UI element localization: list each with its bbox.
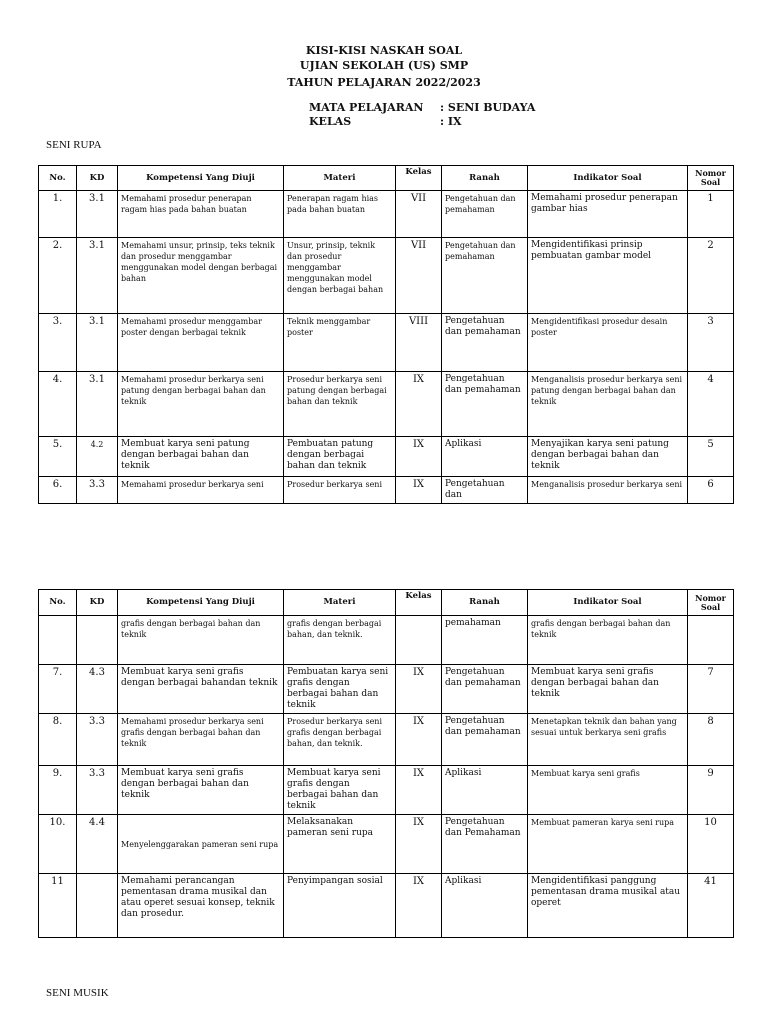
cell-kompetensi: Memahami perancangan pementasan drama musikal dan atau operet sesuai konsep, teknik dan prosedur. bbox=[118, 874, 284, 938]
cell-materi: Melaksanakan pameran seni rupa bbox=[284, 815, 396, 874]
cell-materi: Teknik menggambar poster bbox=[284, 314, 396, 372]
cell-no: 11 bbox=[39, 874, 77, 938]
cell-indikator: Membuat karya seni grafis dengan berbagai bahan dan teknik bbox=[528, 665, 688, 714]
col-header-kd: KD bbox=[77, 590, 118, 616]
col-header-ranah: Ranah bbox=[442, 590, 528, 616]
section-seni-musik: SENI MUSIK bbox=[46, 987, 109, 999]
col-header-materi: Materi bbox=[284, 590, 396, 616]
cell-kelas: IX bbox=[396, 437, 442, 477]
cell-kd bbox=[77, 874, 118, 938]
cell-no: 6. bbox=[39, 477, 77, 504]
cell-nomor bbox=[688, 616, 734, 665]
cell-kd: 3.1 bbox=[77, 238, 118, 314]
table-header-row bbox=[39, 590, 734, 616]
cell-kelas: IX bbox=[396, 874, 442, 938]
table-row bbox=[39, 314, 734, 372]
cell-kd: 3.1 bbox=[77, 191, 118, 238]
cell-ranah: Pengetahuan dan pemahaman bbox=[442, 191, 528, 238]
col-header-kelas: Kelas bbox=[396, 166, 442, 191]
cell-ranah: Pengetahuan dan pemahaman bbox=[442, 665, 528, 714]
table-row bbox=[39, 477, 734, 504]
doc-title-line2: UJIAN SEKOLAH (US) SMP bbox=[299, 59, 469, 72]
cell-kompetensi: Membuat karya seni grafis dengan berbagai bahandan teknik bbox=[118, 665, 284, 714]
cell-kompetensi: Membuat karya seni patung dengan berbagai bahan dan teknik bbox=[118, 437, 284, 477]
cell-nomor: 5 bbox=[688, 437, 734, 477]
col-header-materi: Materi bbox=[284, 166, 396, 191]
cell-kompetensi: Memahami prosedur berkarya seni grafis dengan berbagai bahan dan teknik bbox=[118, 714, 284, 766]
cell-kompetensi: Memahami prosedur berkarya seni patung dengan berbagai bahan dan teknik bbox=[118, 372, 284, 437]
col-header-kd: KD bbox=[77, 166, 118, 191]
subject-value: : SENI BUDAYA bbox=[440, 101, 536, 114]
kisi-table-2 bbox=[38, 589, 734, 938]
cell-kompetensi: Memahami prosedur berkarya seni bbox=[118, 477, 284, 504]
cell-indikator: Membuat pameran karya seni rupa bbox=[528, 815, 688, 874]
doc-title-line1: KISI-KISI NASKAH SOAL bbox=[305, 44, 463, 57]
cell-materi: Prosedur berkarya seni grafis dengan berbagai bahan, dan teknik. bbox=[284, 714, 396, 766]
cell-kd: 3.1 bbox=[77, 314, 118, 372]
cell-nomor: 41 bbox=[688, 874, 734, 938]
subject-label: MATA PELAJARAN bbox=[309, 101, 424, 114]
cell-kompetensi: Menyelenggarakan pameran seni rupa bbox=[118, 815, 284, 874]
cell-materi: grafis dengan berbagai bahan, dan teknik. bbox=[284, 616, 396, 665]
col-header-nomor: Nomor Soal bbox=[688, 590, 734, 616]
cell-indikator: Menetapkan teknik dan bahan yang sesuai untuk berkarya seni grafis bbox=[528, 714, 688, 766]
cell-kelas: IX bbox=[396, 815, 442, 874]
cell-materi: Pembuatan patung dengan berbagai bahan dan teknik bbox=[284, 437, 396, 477]
table-row bbox=[39, 665, 734, 714]
table-row bbox=[39, 874, 734, 938]
cell-nomor: 8 bbox=[688, 714, 734, 766]
cell-kompetensi: Memahami prosedur menggambar poster dengan berbagai teknik bbox=[118, 314, 284, 372]
cell-kompetensi: grafis dengan berbagai bahan dan teknik bbox=[118, 616, 284, 665]
cell-kd: 3.3 bbox=[77, 477, 118, 504]
cell-kd: 4.4 bbox=[77, 815, 118, 874]
table-row bbox=[39, 191, 734, 238]
cell-indikator: Memahami prosedur penerapan gambar hias bbox=[528, 191, 688, 238]
cell-indikator: Menganalisis prosedur berkarya seni patung dengan berbagai bahan dan teknik bbox=[528, 372, 688, 437]
table-row bbox=[39, 238, 734, 314]
cell-indikator: Mengidentifikasi panggung pementasan drama musikal atau operet bbox=[528, 874, 688, 938]
cell-kompetensi: Membuat karya seni grafis dengan berbagai bahan dan teknik bbox=[118, 766, 284, 815]
doc-title-line3: TAHUN PELAJARAN 2022/2023 bbox=[287, 76, 481, 89]
cell-materi: Prosedur berkarya seni patung dengan berbagai bahan dan teknik bbox=[284, 372, 396, 437]
table-row bbox=[39, 714, 734, 766]
cell-ranah: Aplikasi bbox=[442, 874, 528, 938]
cell-kelas bbox=[396, 616, 442, 665]
class-value: : IX bbox=[440, 115, 462, 128]
cell-kelas: IX bbox=[396, 372, 442, 437]
cell-materi: Prosedur berkarya seni bbox=[284, 477, 396, 504]
cell-indikator: Mengidentifikasi prinsip pembuatan gambar model bbox=[528, 238, 688, 314]
cell-ranah: Aplikasi bbox=[442, 766, 528, 815]
cell-materi: Pembuatan karya seni grafis dengan berbagai bahan dan teknik bbox=[284, 665, 396, 714]
col-header-no: No. bbox=[39, 590, 77, 616]
cell-kelas: VIII bbox=[396, 314, 442, 372]
cell-kd bbox=[77, 616, 118, 665]
section-seni-rupa: SENI RUPA bbox=[46, 139, 102, 151]
table-row bbox=[39, 815, 734, 874]
cell-indikator: Membuat karya seni grafis bbox=[528, 766, 688, 815]
cell-kompetensi: Memahami prosedur penerapan ragam hias pada bahan buatan bbox=[118, 191, 284, 238]
cell-ranah: Pengetahuan dan pemahaman bbox=[442, 314, 528, 372]
cell-kelas: IX bbox=[396, 714, 442, 766]
cell-ranah: Pengetahuan dan pemahaman bbox=[442, 238, 528, 314]
cell-ranah: Pengetahuan dan pemahaman bbox=[442, 714, 528, 766]
table-row bbox=[39, 766, 734, 815]
col-header-kompetensi: Kompetensi Yang Diuji bbox=[118, 590, 284, 616]
cell-no: 2. bbox=[39, 238, 77, 314]
cell-nomor: 7 bbox=[688, 665, 734, 714]
col-header-nomor: Nomor Soal bbox=[688, 166, 734, 191]
class-label: KELAS bbox=[309, 115, 352, 128]
cell-ranah: pemahaman bbox=[442, 616, 528, 665]
table-row bbox=[39, 372, 734, 437]
cell-nomor: 1 bbox=[688, 191, 734, 238]
cell-kd: 3.3 bbox=[77, 766, 118, 815]
table-row bbox=[39, 437, 734, 477]
col-header-kompetensi: Kompetensi Yang Diuji bbox=[118, 166, 284, 191]
cell-nomor: 9 bbox=[688, 766, 734, 815]
col-header-no: No. bbox=[39, 166, 77, 191]
col-header-indikator: Indikator Soal bbox=[528, 590, 688, 616]
cell-nomor: 4 bbox=[688, 372, 734, 437]
cell-kelas: IX bbox=[396, 766, 442, 815]
col-header-ranah: Ranah bbox=[442, 166, 528, 191]
cell-nomor: 3 bbox=[688, 314, 734, 372]
cell-nomor: 2 bbox=[688, 238, 734, 314]
kisi-table-1 bbox=[38, 165, 734, 504]
cell-no: 9. bbox=[39, 766, 77, 815]
cell-nomor: 6 bbox=[688, 477, 734, 504]
cell-indikator: Menyajikan karya seni patung dengan berbagai bahan dan teknik bbox=[528, 437, 688, 477]
cell-ranah: Pengetahuan dan Pemahaman bbox=[442, 815, 528, 874]
cell-materi: Penerapan ragam hias pada bahan buatan bbox=[284, 191, 396, 238]
cell-ranah: Pengetahuan dan bbox=[442, 477, 528, 504]
cell-indikator: grafis dengan berbagai bahan dan teknik bbox=[528, 616, 688, 665]
col-header-kelas: Kelas bbox=[396, 590, 442, 616]
cell-no: 1. bbox=[39, 191, 77, 238]
cell-kd: 4.3 bbox=[77, 665, 118, 714]
cell-kelas: IX bbox=[396, 665, 442, 714]
cell-materi: Unsur, prinsip, teknik dan prosedur menggambar menggunakan model dengan berbagai bahan bbox=[284, 238, 396, 314]
cell-kd: 4.2 bbox=[77, 437, 118, 477]
cell-no: 10. bbox=[39, 815, 77, 874]
cell-materi: Penyimpangan sosial bbox=[284, 874, 396, 938]
cell-kompetensi: Memahami unsur, prinsip, teks teknik dan prosedur menggambar menggunakan model dengan berbagai bahan bbox=[118, 238, 284, 314]
cell-materi: Membuat karya seni grafis dengan berbagai bahan dan teknik bbox=[284, 766, 396, 815]
cell-no: 7. bbox=[39, 665, 77, 714]
cell-ranah: Pengetahuan dan pemahaman bbox=[442, 372, 528, 437]
cell-nomor: 10 bbox=[688, 815, 734, 874]
cell-indikator: Menganalisis prosedur berkarya seni bbox=[528, 477, 688, 504]
cell-ranah: Aplikasi bbox=[442, 437, 528, 477]
table-header-row bbox=[39, 166, 734, 191]
cell-no: 4. bbox=[39, 372, 77, 437]
cell-indikator: Mengidentifikasi prosedur desain poster bbox=[528, 314, 688, 372]
cell-no bbox=[39, 616, 77, 665]
cell-kd: 3.1 bbox=[77, 372, 118, 437]
cell-no: 8. bbox=[39, 714, 77, 766]
cell-kd: 3.3 bbox=[77, 714, 118, 766]
col-header-indikator: Indikator Soal bbox=[528, 166, 688, 191]
cell-no: 3. bbox=[39, 314, 77, 372]
cell-no: 5. bbox=[39, 437, 77, 477]
cell-kelas: VII bbox=[396, 191, 442, 238]
cell-kelas: VII bbox=[396, 238, 442, 314]
cell-kelas: IX bbox=[396, 477, 442, 504]
table-row bbox=[39, 616, 734, 665]
